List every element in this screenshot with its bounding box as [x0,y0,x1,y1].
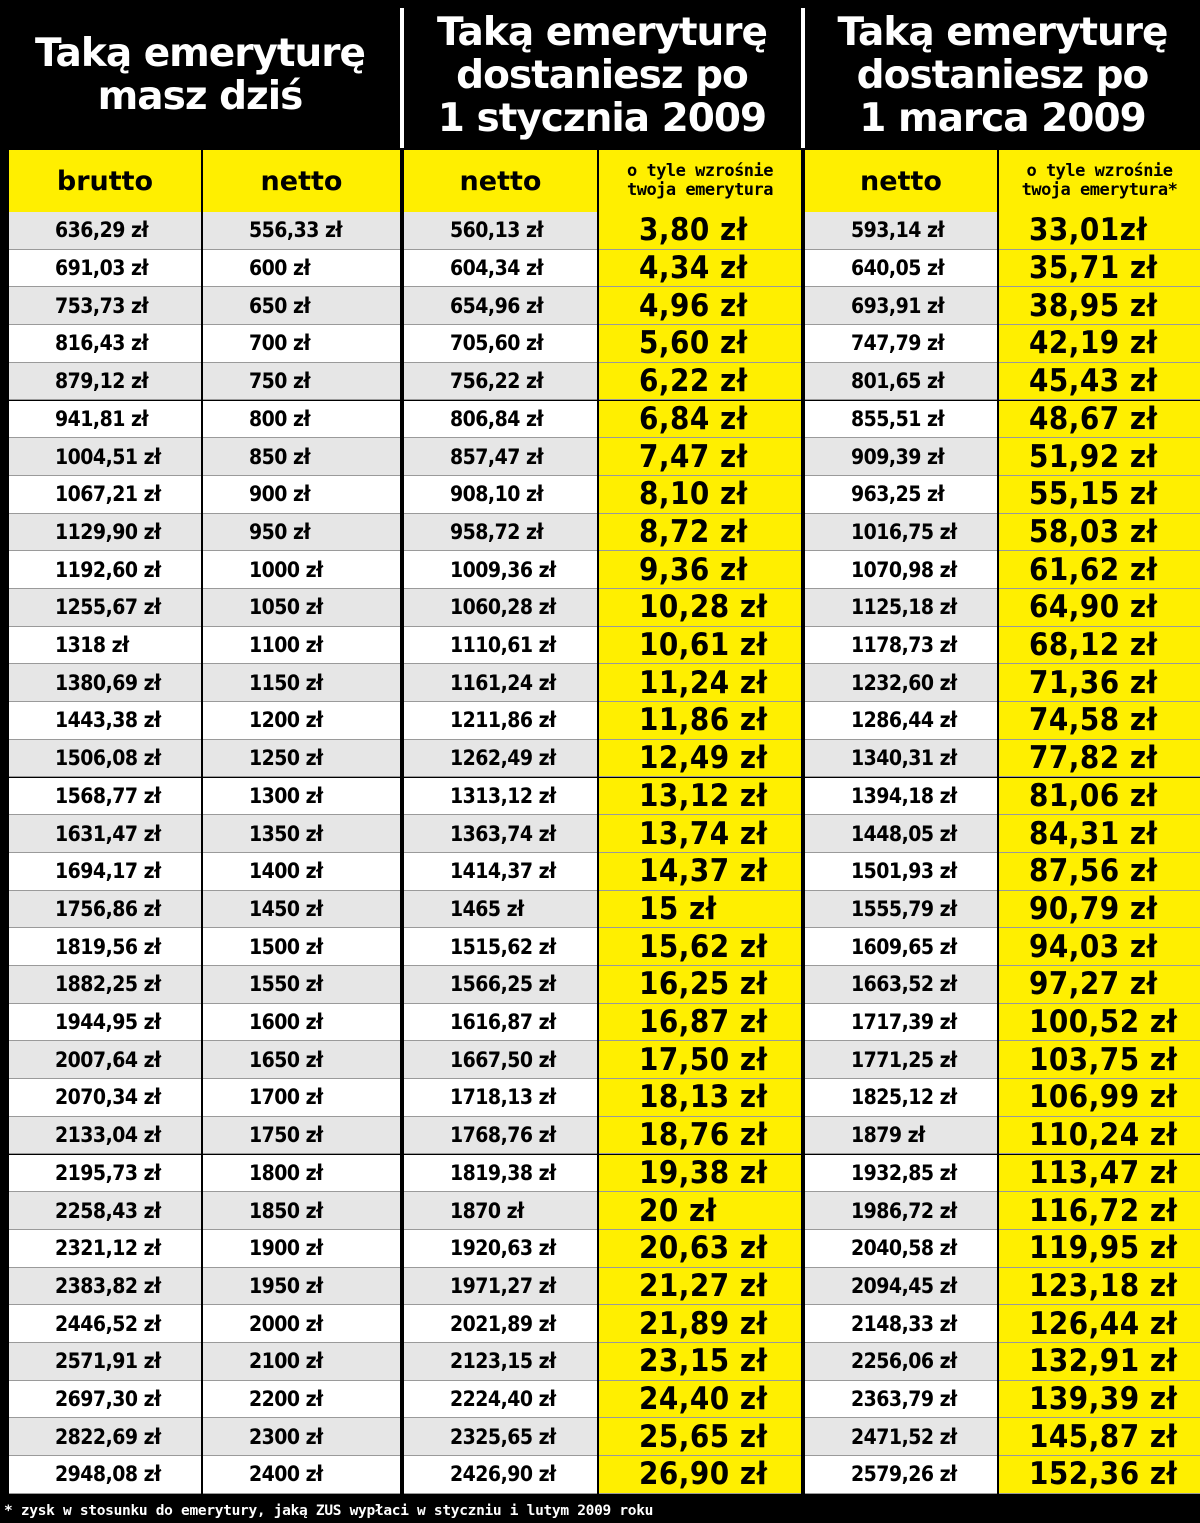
cell-brutto: 2446,52 zł [9,1305,201,1343]
cell-increase-january: 23,15 zł [599,1343,801,1381]
cell-increase-january: 18,76 zł [599,1117,801,1155]
cell-netto-march: 1825,12 zł [805,1079,997,1117]
cell-increase-january: 3,80 zł [599,212,801,250]
table-row [0,740,1200,778]
cell-brutto: 753,73 zł [9,287,201,325]
title-march-2009: Taką emeryturę dostaniesz po 1 marca 2009 [837,9,1168,141]
cell-netto-today: 2200 zł [203,1381,400,1419]
cell-netto-today: 1300 zł [203,778,400,816]
table-row [0,514,1200,552]
cell-netto-march: 640,05 zł [805,250,997,288]
table-row [0,589,1200,627]
table-row [0,778,1200,816]
cell-increase-january: 20,63 zł [599,1230,801,1268]
cell-increase-january: 11,24 zł [599,664,801,702]
table-row [0,1456,1200,1494]
title-header [0,0,1200,150]
cell-netto-march: 1448,05 zł [805,815,997,853]
cell-netto-march: 2363,79 zł [805,1381,997,1419]
cell-netto-march: 855,51 zł [805,401,997,439]
cell-increase-january: 14,37 zł [599,853,801,891]
cell-netto-today: 1850 zł [203,1192,400,1230]
cell-increase-march: 45,43 zł [999,363,1200,401]
cell-increase-january: 19,38 zł [599,1155,801,1193]
cell-netto-today: 1900 zł [203,1230,400,1268]
cell-netto-today: 2000 zł [203,1305,400,1343]
cell-increase-january: 5,60 zł [599,325,801,363]
table-row [0,1305,1200,1343]
cell-brutto: 879,12 zł [9,363,201,401]
cell-netto-march: 1555,79 zł [805,891,997,929]
cell-netto-january: 2426,90 zł [404,1456,597,1494]
cell-increase-march: 33,01zł [999,212,1200,250]
cell-netto-march: 2040,58 zł [805,1230,997,1268]
cell-netto-march: 801,65 zł [805,363,997,401]
cell-netto-january: 958,72 zł [404,514,597,552]
cell-netto-march: 2579,26 zł [805,1456,997,1494]
cell-netto-today: 2100 zł [203,1343,400,1381]
cell-netto-january: 806,84 zł [404,401,597,439]
table-row [0,325,1200,363]
cell-increase-january: 25,65 zł [599,1418,801,1456]
cell-brutto: 2948,08 zł [9,1456,201,1494]
cell-netto-march: 1232,60 zł [805,664,997,702]
table-row [0,1079,1200,1117]
cell-increase-january: 8,72 zł [599,514,801,552]
table-row [0,1230,1200,1268]
cell-netto-march: 1016,75 zł [805,514,997,552]
cell-increase-january: 26,90 zł [599,1456,801,1494]
cell-netto-january: 1616,87 zł [404,1004,597,1042]
cell-netto-today: 1200 zł [203,702,400,740]
table-row [0,664,1200,702]
cell-netto-january: 2325,65 zł [404,1418,597,1456]
cell-increase-january: 16,87 zł [599,1004,801,1042]
table-row [0,891,1200,929]
cell-brutto: 1318 zł [9,627,201,665]
table-row [0,401,1200,439]
table-row [0,1192,1200,1230]
cell-increase-march: 84,31 zł [999,815,1200,853]
cell-increase-march: 74,58 zł [999,702,1200,740]
cell-increase-january: 13,12 zł [599,778,801,816]
cell-increase-january: 10,61 zł [599,627,801,665]
column-header-netto-march: netto [805,150,997,212]
cell-netto-today: 1450 zł [203,891,400,929]
cell-increase-january: 6,22 zł [599,363,801,401]
cell-netto-today: 700 zł [203,325,400,363]
cell-increase-march: 51,92 zł [999,438,1200,476]
cell-netto-today: 1150 zł [203,664,400,702]
cell-increase-january: 10,28 zł [599,589,801,627]
title-january-2009: Taką emeryturę dostaniesz po 1 stycznia 2009 [436,9,767,141]
cell-netto-january: 1211,86 zł [404,702,597,740]
cell-brutto: 2383,82 zł [9,1268,201,1306]
cell-netto-today: 850 zł [203,438,400,476]
column-header-netto-today: netto [203,150,400,212]
table-row [0,1041,1200,1079]
cell-netto-march: 2148,33 zł [805,1305,997,1343]
cell-increase-january: 13,74 zł [599,815,801,853]
cell-increase-january: 17,50 zł [599,1041,801,1079]
cell-netto-january: 1313,12 zł [404,778,597,816]
cell-netto-today: 1250 zł [203,740,400,778]
cell-netto-today: 650 zł [203,287,400,325]
column-header-brutto: brutto [9,150,201,212]
cell-netto-today: 800 zł [203,401,400,439]
cell-netto-january: 1262,49 zł [404,740,597,778]
cell-netto-march: 1286,44 zł [805,702,997,740]
cell-brutto: 2321,12 zł [9,1230,201,1268]
cell-brutto: 1756,86 zł [9,891,201,929]
cell-netto-january: 1920,63 zł [404,1230,597,1268]
cell-brutto: 2571,91 zł [9,1343,201,1381]
table-row [0,438,1200,476]
cell-increase-january: 4,34 zł [599,250,801,288]
cell-increase-march: 103,75 zł [999,1041,1200,1079]
cell-netto-march: 1932,85 zł [805,1155,997,1193]
cell-increase-january: 16,25 zł [599,966,801,1004]
cell-brutto: 2007,64 zł [9,1041,201,1079]
cell-netto-january: 756,22 zł [404,363,597,401]
cell-netto-today: 1700 zł [203,1079,400,1117]
cell-netto-january: 1110,61 zł [404,627,597,665]
cell-brutto: 1944,95 zł [9,1004,201,1042]
column-header-netto-january: netto [404,150,597,212]
cell-increase-march: 100,52 zł [999,1004,1200,1042]
cell-netto-january: 1870 zł [404,1192,597,1230]
cell-brutto: 1255,67 zł [9,589,201,627]
cell-netto-today: 1600 zł [203,1004,400,1042]
cell-increase-march: 106,99 zł [999,1079,1200,1117]
table-row [0,1418,1200,1456]
cell-brutto: 1631,47 zł [9,815,201,853]
column-header-increase-march: o tyle wzrośnie twoja emerytura* [999,150,1200,212]
cell-increase-january: 4,96 zł [599,287,801,325]
cell-increase-march: 35,71 zł [999,250,1200,288]
cell-brutto: 691,03 zł [9,250,201,288]
table-row [0,476,1200,514]
cell-increase-january: 15 zł [599,891,801,929]
cell-increase-march: 145,87 zł [999,1418,1200,1456]
cell-netto-today: 1550 zł [203,966,400,1004]
cell-increase-january: 7,47 zł [599,438,801,476]
cell-netto-january: 1060,28 zł [404,589,597,627]
cell-brutto: 1443,38 zł [9,702,201,740]
table-row [0,1268,1200,1306]
cell-netto-march: 1394,18 zł [805,778,997,816]
cell-increase-march: 64,90 zł [999,589,1200,627]
cell-increase-january: 11,86 zł [599,702,801,740]
table-row [0,853,1200,891]
cell-increase-march: 55,15 zł [999,476,1200,514]
cell-netto-january: 908,10 zł [404,476,597,514]
cell-netto-march: 593,14 zł [805,212,997,250]
cell-netto-today: 2400 zł [203,1456,400,1494]
cell-increase-march: 42,19 zł [999,325,1200,363]
cell-increase-january: 6,84 zł [599,401,801,439]
cell-netto-today: 750 zł [203,363,400,401]
cell-netto-january: 1718,13 zł [404,1079,597,1117]
cell-netto-january: 1515,62 zł [404,928,597,966]
cell-netto-today: 556,33 zł [203,212,400,250]
cell-increase-march: 116,72 zł [999,1192,1200,1230]
cell-brutto: 1506,08 zł [9,740,201,778]
cell-brutto: 941,81 zł [9,401,201,439]
cell-brutto: 636,29 zł [9,212,201,250]
cell-netto-january: 560,13 zł [404,212,597,250]
cell-netto-january: 1819,38 zł [404,1155,597,1193]
cell-increase-january: 9,36 zł [599,551,801,589]
cell-brutto: 1380,69 zł [9,664,201,702]
cell-increase-january: 8,10 zł [599,476,801,514]
cell-netto-january: 604,34 zł [404,250,597,288]
cell-netto-march: 693,91 zł [805,287,997,325]
cell-netto-march: 1609,65 zł [805,928,997,966]
cell-brutto: 2258,43 zł [9,1192,201,1230]
cell-increase-march: 77,82 zł [999,740,1200,778]
cell-netto-march: 909,39 zł [805,438,997,476]
cell-netto-january: 857,47 zł [404,438,597,476]
cell-netto-march: 1986,72 zł [805,1192,997,1230]
cell-brutto: 2697,30 zł [9,1381,201,1419]
cell-netto-today: 1500 zł [203,928,400,966]
table-row [0,1343,1200,1381]
cell-brutto: 816,43 zł [9,325,201,363]
cell-netto-march: 1771,25 zł [805,1041,997,1079]
cell-netto-january: 654,96 zł [404,287,597,325]
cell-netto-january: 1363,74 zł [404,815,597,853]
cell-brutto: 2822,69 zł [9,1418,201,1456]
table-row [0,966,1200,1004]
cell-netto-today: 1400 zł [203,853,400,891]
cell-netto-today: 1100 zł [203,627,400,665]
cell-increase-january: 24,40 zł [599,1381,801,1419]
cell-increase-march: 81,06 zł [999,778,1200,816]
cell-increase-march: 110,24 zł [999,1117,1200,1155]
cell-netto-march: 1663,52 zł [805,966,997,1004]
column-header-increase-january: o tyle wzrośnie twoja emerytura [599,150,801,212]
table-row [0,627,1200,665]
cell-netto-march: 1501,93 zł [805,853,997,891]
cell-netto-today: 1650 zł [203,1041,400,1079]
cell-increase-march: 38,95 zł [999,287,1200,325]
cell-netto-march: 747,79 zł [805,325,997,363]
cell-netto-january: 705,60 zł [404,325,597,363]
cell-increase-march: 71,36 zł [999,664,1200,702]
table-row [0,551,1200,589]
cell-netto-march: 2256,06 zł [805,1343,997,1381]
table-row [0,1155,1200,1193]
cell-brutto: 1192,60 zł [9,551,201,589]
cell-increase-march: 48,67 zł [999,401,1200,439]
table-row [0,928,1200,966]
cell-netto-january: 1161,24 zł [404,664,597,702]
cell-netto-today: 600 zł [203,250,400,288]
cell-netto-january: 1465 zł [404,891,597,929]
cell-netto-today: 1800 zł [203,1155,400,1193]
cell-netto-march: 2471,52 zł [805,1418,997,1456]
cell-increase-march: 87,56 zł [999,853,1200,891]
cell-brutto: 1129,90 zł [9,514,201,552]
cell-netto-january: 1768,76 zł [404,1117,597,1155]
cell-increase-march: 61,62 zł [999,551,1200,589]
cell-netto-january: 1667,50 zł [404,1041,597,1079]
cell-increase-march: 68,12 zł [999,627,1200,665]
table-row [0,250,1200,288]
cell-increase-march: 152,36 zł [999,1456,1200,1494]
cell-increase-january: 18,13 zł [599,1079,801,1117]
cell-brutto: 2070,34 zł [9,1079,201,1117]
cell-increase-march: 123,18 zł [999,1268,1200,1306]
cell-brutto: 2195,73 zł [9,1155,201,1193]
cell-netto-march: 1717,39 zł [805,1004,997,1042]
cell-netto-march: 963,25 zł [805,476,997,514]
cell-netto-today: 950 zł [203,514,400,552]
cell-netto-january: 1414,37 zł [404,853,597,891]
cell-increase-march: 94,03 zł [999,928,1200,966]
cell-netto-march: 1125,18 zł [805,589,997,627]
cell-increase-march: 90,79 zł [999,891,1200,929]
cell-netto-january: 1971,27 zł [404,1268,597,1306]
cell-brutto: 1694,17 zł [9,853,201,891]
cell-netto-today: 1050 zł [203,589,400,627]
cell-increase-march: 113,47 zł [999,1155,1200,1193]
cell-netto-march: 1178,73 zł [805,627,997,665]
table-row [0,1004,1200,1042]
cell-netto-today: 2300 zł [203,1418,400,1456]
cell-netto-today: 900 zł [203,476,400,514]
cell-increase-january: 15,62 zł [599,928,801,966]
table-row [0,702,1200,740]
cell-brutto: 1568,77 zł [9,778,201,816]
cell-increase-march: 97,27 zł [999,966,1200,1004]
cell-netto-march: 1879 zł [805,1117,997,1155]
cell-brutto: 1819,56 zł [9,928,201,966]
cell-brutto: 1004,51 zł [9,438,201,476]
title-today: Taką emeryturę masz dziś [34,31,365,119]
cell-increase-january: 12,49 zł [599,740,801,778]
table-row [0,363,1200,401]
table-row [0,815,1200,853]
table-row [0,287,1200,325]
cell-increase-march: 132,91 zł [999,1343,1200,1381]
cell-increase-march: 119,95 zł [999,1230,1200,1268]
cell-netto-today: 1350 zł [203,815,400,853]
footnote: * zysk w stosunku do emerytury, jaką ZUS wypłaci w styczniu i lutym 2009 roku [4,1503,654,1519]
cell-increase-january: 21,89 zł [599,1305,801,1343]
cell-netto-today: 1000 zł [203,551,400,589]
cell-increase-january: 21,27 zł [599,1268,801,1306]
cell-netto-january: 1009,36 zł [404,551,597,589]
cell-netto-january: 2021,89 zł [404,1305,597,1343]
cell-netto-today: 1750 zł [203,1117,400,1155]
cell-netto-january: 1566,25 zł [404,966,597,1004]
cell-increase-march: 139,39 zł [999,1381,1200,1419]
cell-netto-january: 2123,15 zł [404,1343,597,1381]
cell-brutto: 2133,04 zł [9,1117,201,1155]
table-row [0,212,1200,250]
cell-brutto: 1067,21 zł [9,476,201,514]
cell-netto-january: 2224,40 zł [404,1381,597,1419]
table-row [0,1381,1200,1419]
cell-netto-march: 1070,98 zł [805,551,997,589]
cell-increase-march: 58,03 zł [999,514,1200,552]
cell-netto-march: 1340,31 zł [805,740,997,778]
table-row [0,1117,1200,1155]
cell-brutto: 1882,25 zł [9,966,201,1004]
cell-netto-march: 2094,45 zł [805,1268,997,1306]
cell-increase-march: 126,44 zł [999,1305,1200,1343]
cell-increase-january: 20 zł [599,1192,801,1230]
cell-netto-today: 1950 zł [203,1268,400,1306]
